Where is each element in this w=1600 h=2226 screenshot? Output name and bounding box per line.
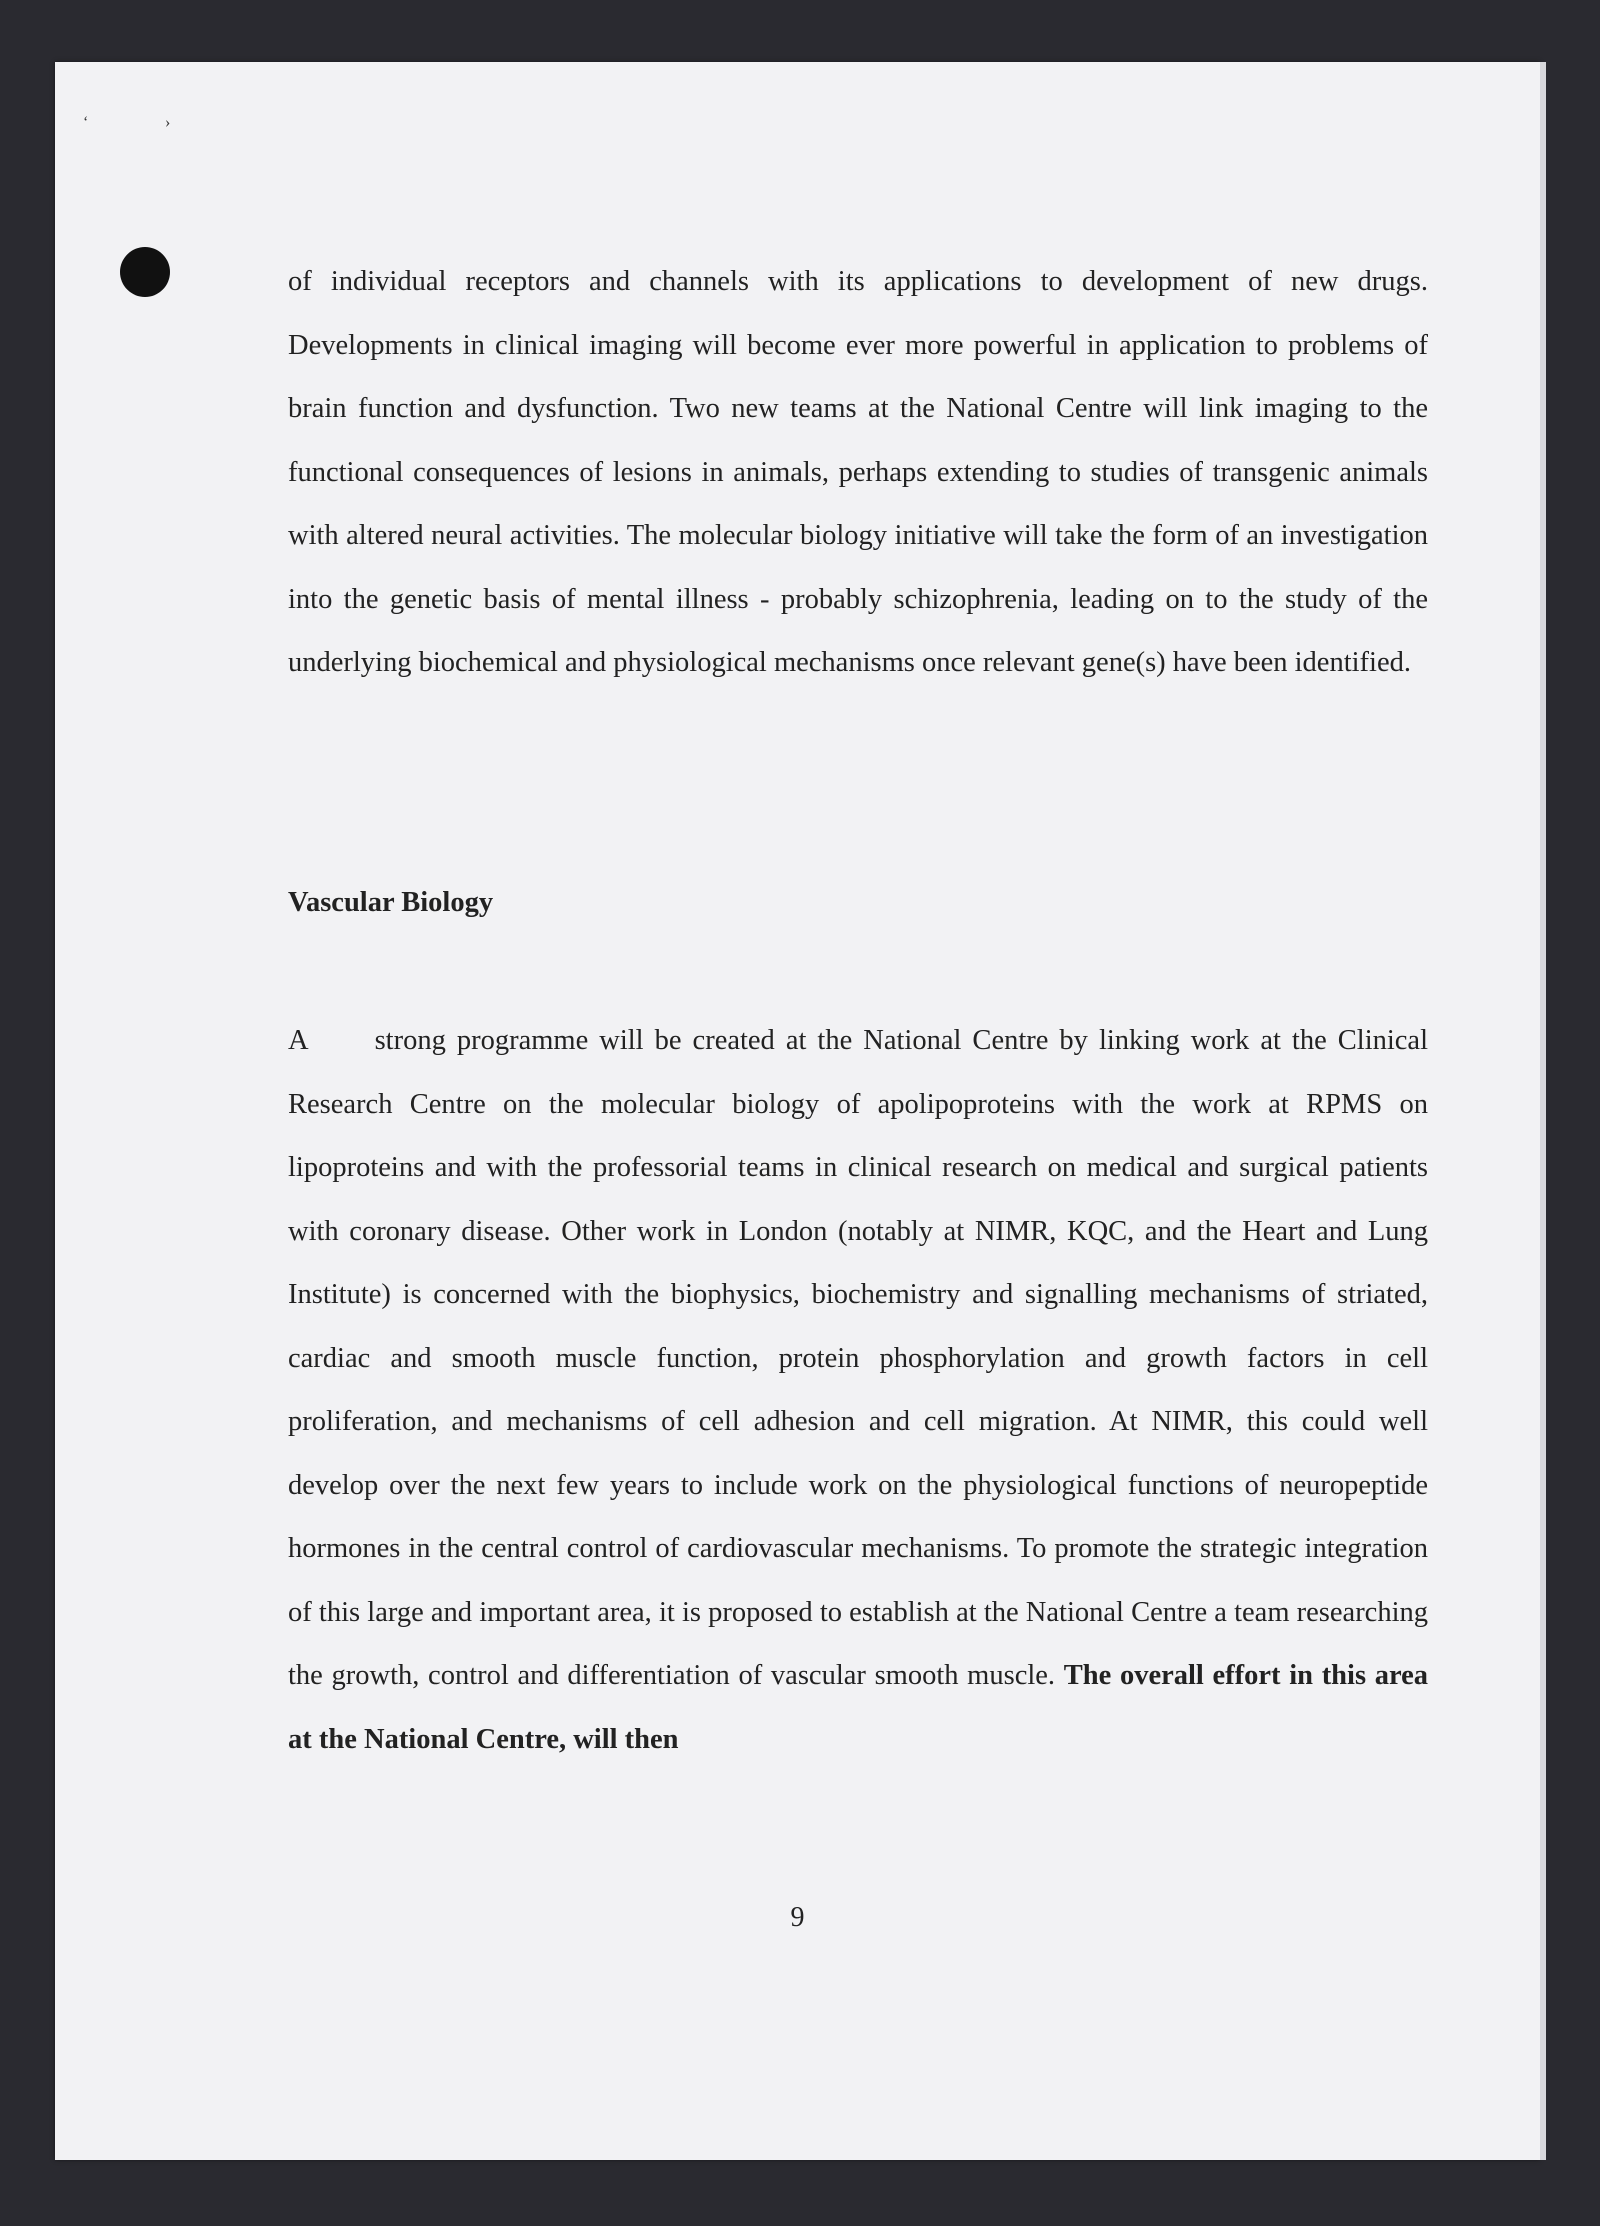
punch-hole-icon: [120, 247, 170, 297]
paragraph-neuroscience: of individual receptors and channels with its applications to development of new drugs. Developments in clinical imaging will become ever more powerful in application to problems of brain function and dysfunction. Two new teams at the National Centre will link imaging to the functional consequences of lesions in animals, perhaps extending to studies of transgenic animals with altered neural activities. The molecular biology initiative will take the form of an investigation into the genetic basis of mental illness - probably schizophrenia, leading on to the study of the underlying biochemical and physiological mechanisms once relevant gene(s) have been identified.: [288, 266, 1428, 678]
paragraph-lead-letter: A: [288, 1025, 309, 1056]
page-number: 9: [790, 1902, 805, 1933]
document-page: [55, 62, 1540, 2160]
paragraph-vascular-biology: [288, 1009, 1428, 1771]
margin-mark-right: ›: [165, 114, 171, 131]
page-edge: [1540, 62, 1546, 2160]
paragraph-body-text: strong programme will be created at the National Centre by linking work at the Clinical Research Centre on the molecular biology of apolipoproteins with the work at RPMS on lipoproteins and with the professorial teams in clinical research on medical and surgical patients with coronary disease. Other work in London (notably at NIMR, KQC, and the Heart and Lung Institute) is concerned with the biophysics, biochemistry and signalling mechanisms of striated, cardiac and smooth muscle function, protein phosphorylation and growth factors in cell proliferation, and mechanisms of cell adhesion and cell migration. At NIMR, this could well develop over the next few years to include work on the physiological functions of neuropeptide hormones in the central control of cardiovascular mechanisms. To promote the strategic integration of this large and important area, it is proposed to establish at the National Centre a team researching the growth, control and differentiation of vascular smooth muscle.: [288, 1025, 1428, 1691]
margin-mark-left: ‘: [83, 114, 89, 131]
paragraph-bold-text: The overall effort in this area at the National Centre, will then: [288, 1660, 1429, 1755]
section-heading-vascular-biology: Vascular Biology: [288, 887, 494, 918]
